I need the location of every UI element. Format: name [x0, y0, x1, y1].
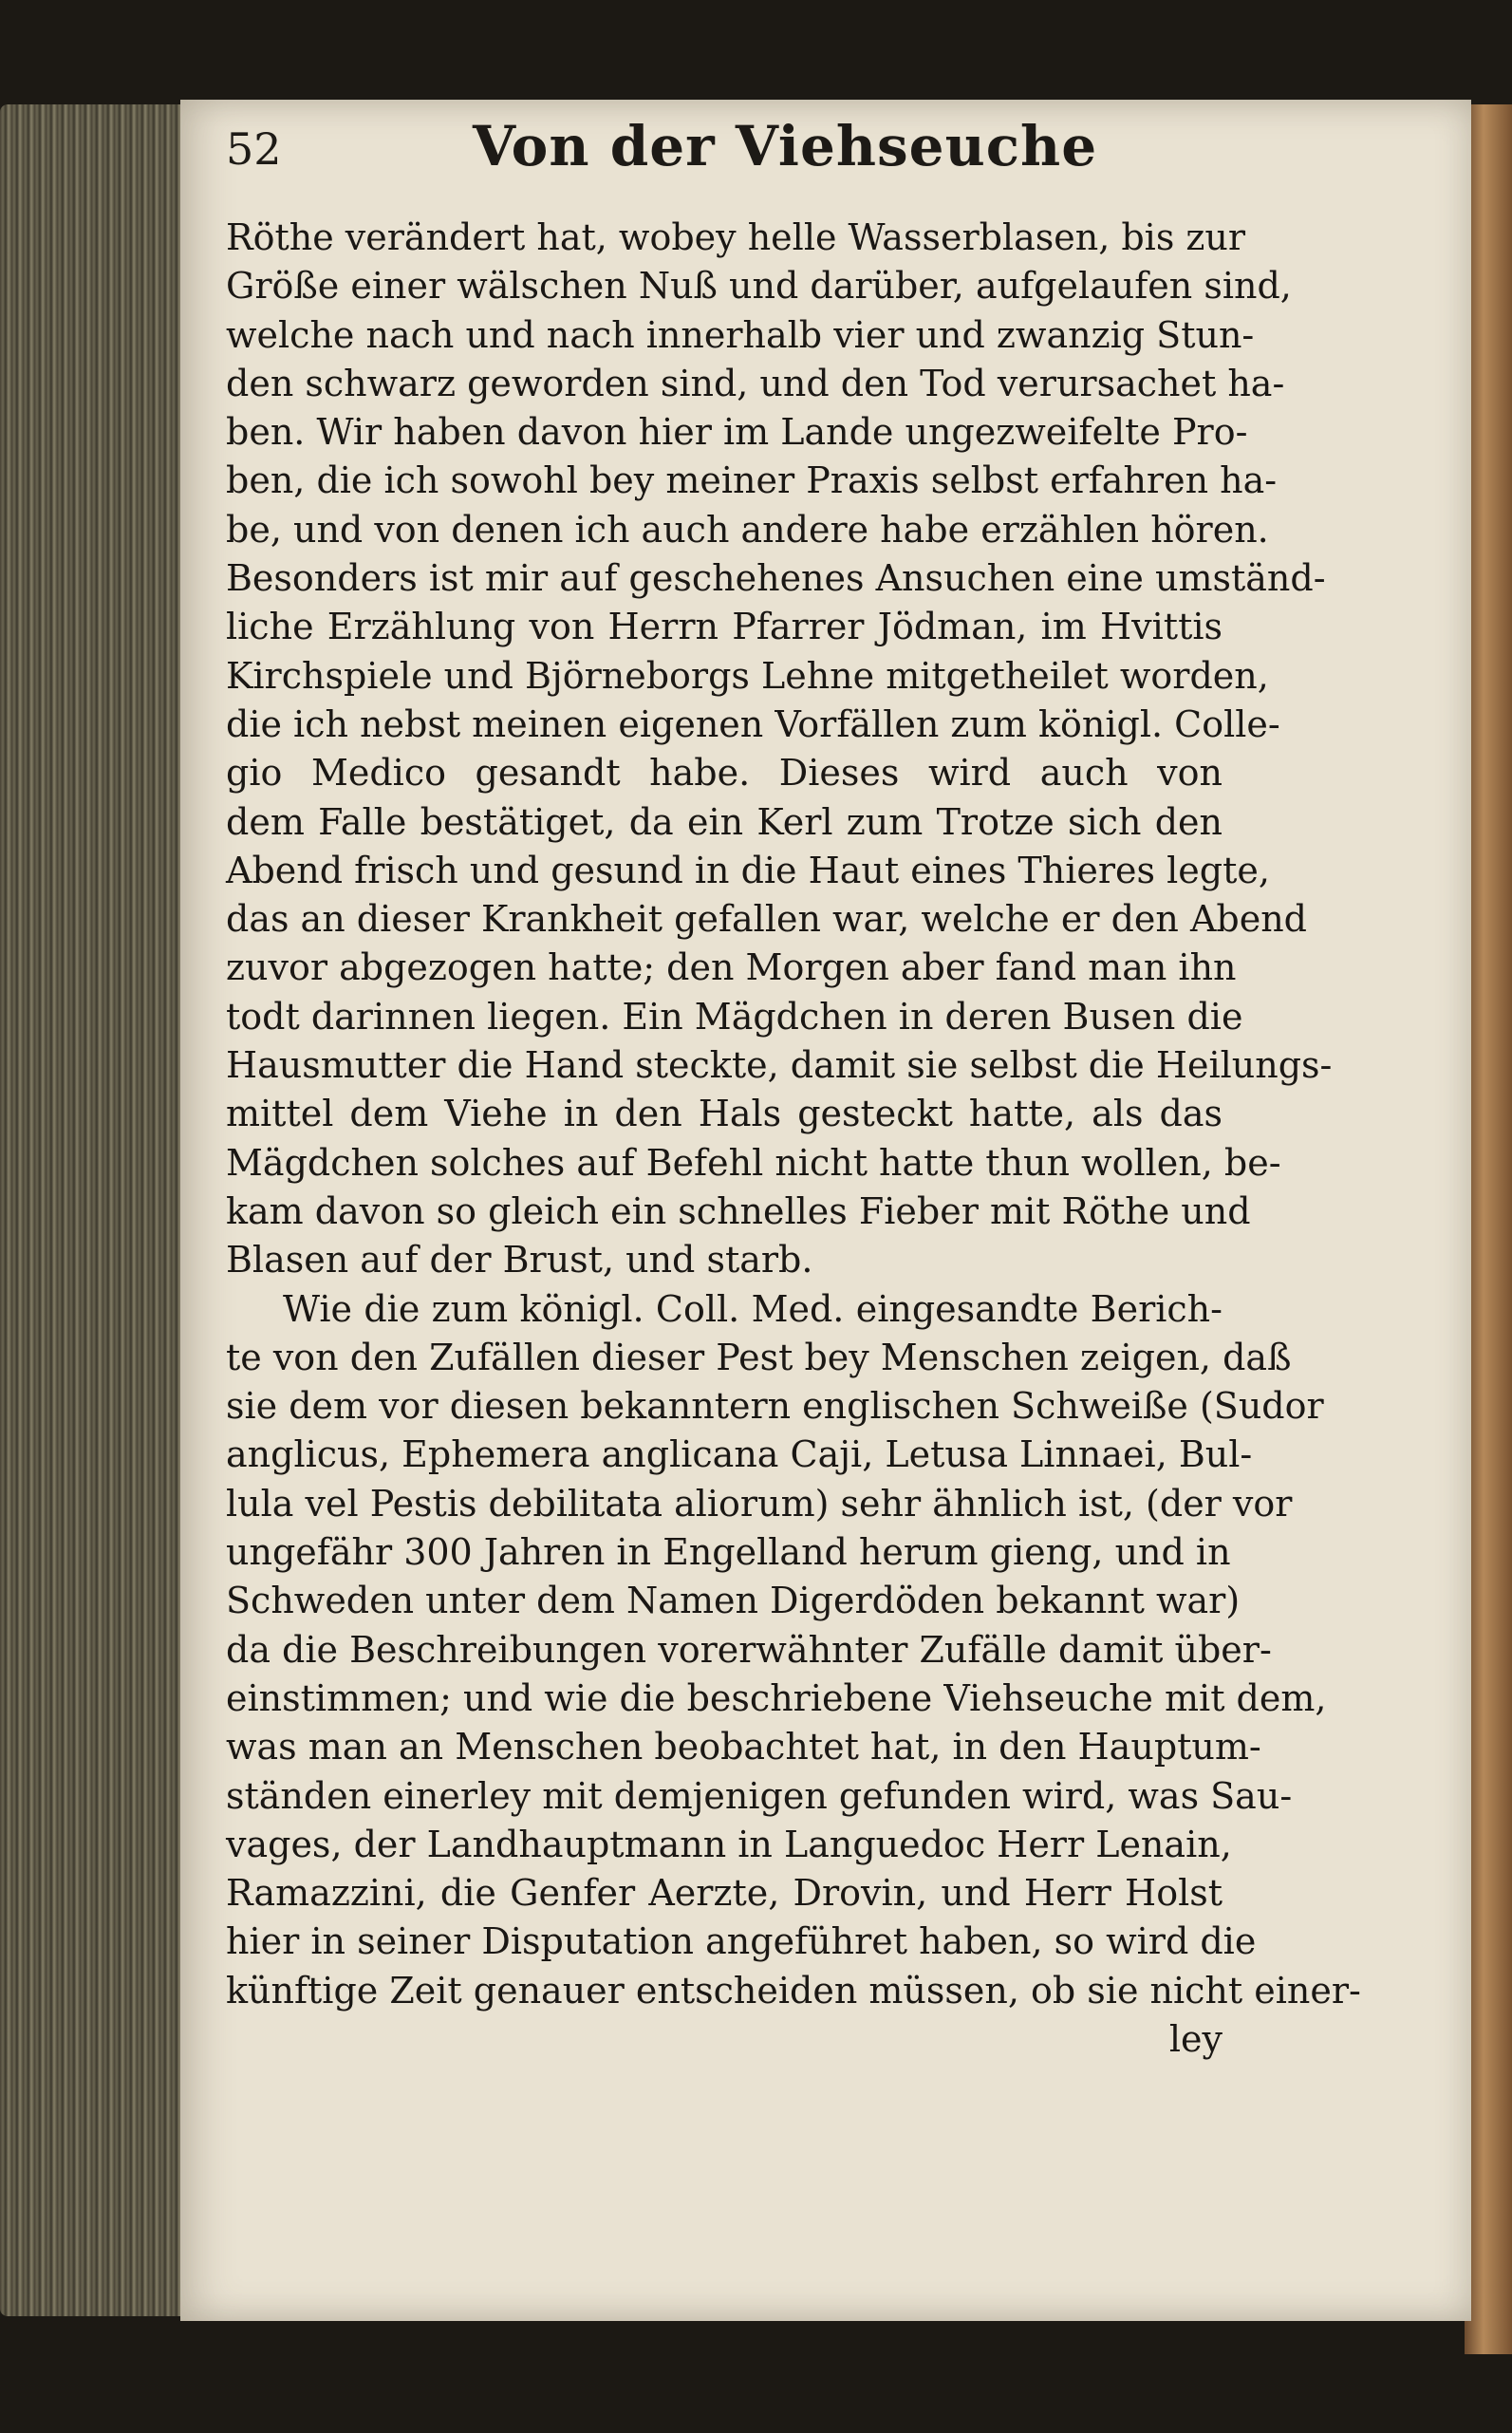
catchword: ley: [1168, 2017, 1223, 2060]
text-line: liche Erzählung von Herrn Pfarrer Jödman, im Hvittis: [226, 606, 1223, 648]
text-line: Größe einer wälschen Nuß und darüber, aufgelaufen sind,: [226, 265, 1292, 308]
text-line: be, und von denen ich auch andere habe erzählen hören.: [226, 508, 1269, 551]
book-page-edges: [0, 104, 190, 2316]
text-line: Abend frisch und gesund in die Haut eines Thieres legte,: [226, 849, 1270, 891]
text-line: da die Beschreibungen vorerwähnter Zufälle damit über-: [226, 1628, 1272, 1671]
text-line: mittel dem Viehe in den Hals gesteckt hatte, als das: [226, 1093, 1223, 1135]
text-line: todt darinnen liegen. Ein Mägdchen in deren Busen die: [226, 995, 1243, 1038]
text-line: Blasen auf der Brust, und starb.: [226, 1239, 813, 1282]
text-line: Ramazzini, die Genfer Aerzte, Drovin, und Herr Holst: [226, 1872, 1223, 1915]
text-line: gio Medico gesandt habe. Dieses wird auch von: [226, 752, 1223, 795]
text-line: künftige Zeit genauer entscheiden müssen, ob sie nicht einer-: [226, 1969, 1361, 2012]
text-line: te von den Zufällen dieser Pest bey Menschen zeigen, daß: [226, 1336, 1292, 1378]
text-line: welche nach und nach innerhalb vier und zwanzig Stun-: [226, 313, 1255, 356]
text-line: sie dem vor diesen bekanntern englischen Schweiße (Sudor: [226, 1385, 1324, 1428]
book-cover-edge: [1465, 104, 1512, 2354]
text-line: den schwarz geworden sind, und den Tod verursachet ha-: [226, 362, 1285, 404]
text-line: Besonders ist mir auf geschehenes Ansuchen eine umständ-: [226, 557, 1326, 600]
text-line: hier in seiner Disputation angeführet haben, so wird die: [226, 1920, 1257, 1963]
text-line: was man an Menschen beobachtet hat, in den Hauptum-: [226, 1726, 1261, 1769]
body-text: [226, 214, 1361, 2064]
text-line: dem Falle bestätiget, da ein Kerl zum Trotze sich den: [226, 800, 1223, 843]
text-line: das an dieser Krankheit gefallen war, welche er den Abend: [226, 898, 1307, 941]
text-line: kam davon so gleich ein schnelles Fieber mit Röthe und: [226, 1189, 1251, 1232]
text-line: anglicus, Ephemera anglicana Caji, Letusa Linnaei, Bul-: [226, 1433, 1253, 1476]
text-line: Röthe verändert hat, wobey helle Wasserblasen, bis zur: [226, 216, 1246, 258]
text-line: ben. Wir haben davon hier im Lande ungezweifelte Pro-: [226, 411, 1248, 454]
text-line: ungefähr 300 Jahren in Engelland herum gieng, und in: [226, 1531, 1231, 1574]
text-line: lula vel Pestis debilitata aliorum) sehr ähnlich ist, (der vor: [226, 1482, 1293, 1525]
text-line: Kirchspiele und Björneborgs Lehne mitgetheilet worden,: [226, 654, 1269, 697]
text-line: einstimmen; und wie die beschriebene Viehseuche mit dem,: [226, 1676, 1327, 1719]
text-line: Wie die zum königl. Coll. Med. eingesandte Berich-: [283, 1287, 1223, 1330]
page-header: [226, 114, 1185, 190]
text-line: Hausmutter die Hand steckte, damit sie selbst die Heilungs-: [226, 1044, 1333, 1087]
text-line: ben, die ich sowohl bey meiner Praxis selbst erfahren ha-: [226, 459, 1278, 502]
text-line: zuvor abgezogen hatte; den Morgen aber fand man ihn: [226, 946, 1237, 989]
text-line: ständen einerley mit demjenigen gefunden wird, was Sau-: [226, 1774, 1293, 1817]
text-line: Mägdchen solches auf Befehl nicht hatte thun wollen, be-: [226, 1141, 1281, 1184]
text-line: vages, der Landhauptmann in Languedoc Herr Lenain,: [226, 1823, 1232, 1865]
text-line: Schweden unter dem Namen Digerdöden bekannt war): [226, 1580, 1241, 1622]
running-title: Von der Viehseuche: [473, 114, 1098, 178]
text-line: die ich nebst meinen eigenen Vorfällen zum königl. Colle-: [226, 702, 1280, 745]
page-number: 52: [226, 123, 282, 175]
